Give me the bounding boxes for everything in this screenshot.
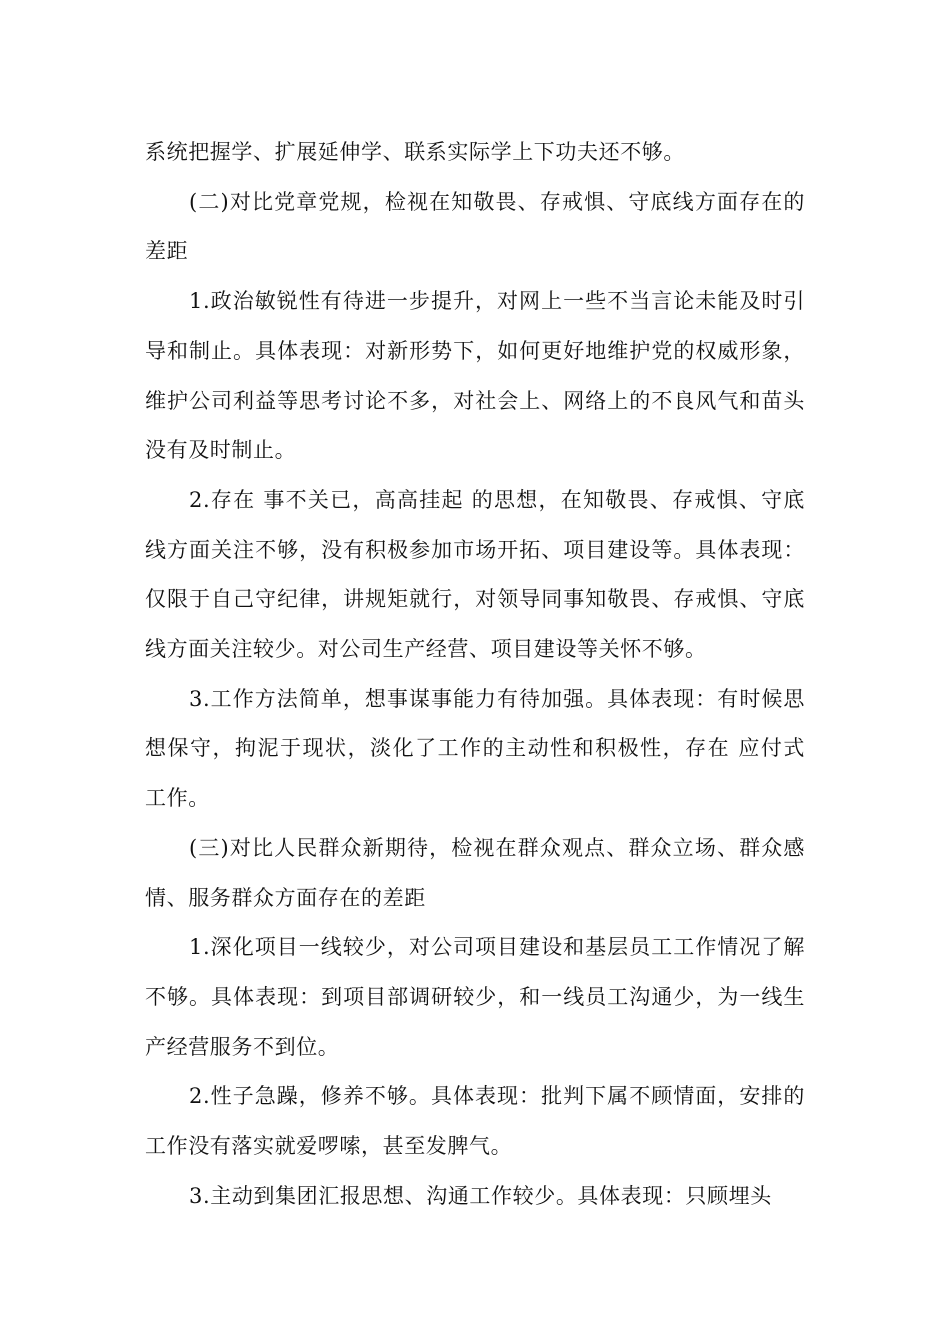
list-item-3-1: 1.深化项目一线较少，对公司项目建设和基层员工工作情况了解不够。具体表现：到项目部调研较少，和一线员工沟通少，为一线生产经营服务不到位。	[145, 935, 805, 1059]
paragraph-continuation: 系统把握学、扩展延伸学、联系实际学上下功夫还不够。	[145, 140, 685, 164]
list-item-3-3: 3.主动到集团汇报思想、沟通工作较少。具体表现：只顾埋头	[189, 1183, 772, 1208]
section-heading-2: (二)对比党章党规，检视在知敬畏、存戒惧、守底线方面存在的差距	[145, 189, 805, 264]
list-item-2-2: 2.存在 事不关已，高高挂起 的思想，在知敬畏、存戒惧、守底线方面关注不够，没有积极参加市场开拓、项目建设等。具体表现：仅限于自己守纪律，讲规矩就行，对领导同事知敬畏、存戒惧、守底线方面关注较少。对公司生产经营、项目建设等关怀不够。	[145, 487, 805, 662]
document-body	[145, 128, 805, 1221]
section-heading-3: (三)对比人民群众新期待，检视在群众观点、群众立场、群众感情、服务群众方面存在的差距	[145, 835, 805, 910]
list-item-2-3: 3.工作方法简单，想事谋事能力有待加强。具体表现：有时候思想保守，拘泥于现状，淡化了工作的主动性和积极性，存在 应付式 工作。	[145, 686, 805, 811]
list-item-2-1: 1.政治敏锐性有待进一步提升，对网上一些不当言论未能及时引导和制止。具体表现：对新形势下，如何更好地维护党的权威形象，维护公司利益等思考讨论不多，对社会上、网络上的不良风气和苗头没有及时制止。	[145, 289, 805, 463]
list-item-3-2: 2.性子急躁，修养不够。具体表现：批判下属不顾情面，安排的工作没有落实就爱啰嗦，甚至发脾气。	[145, 1084, 805, 1159]
